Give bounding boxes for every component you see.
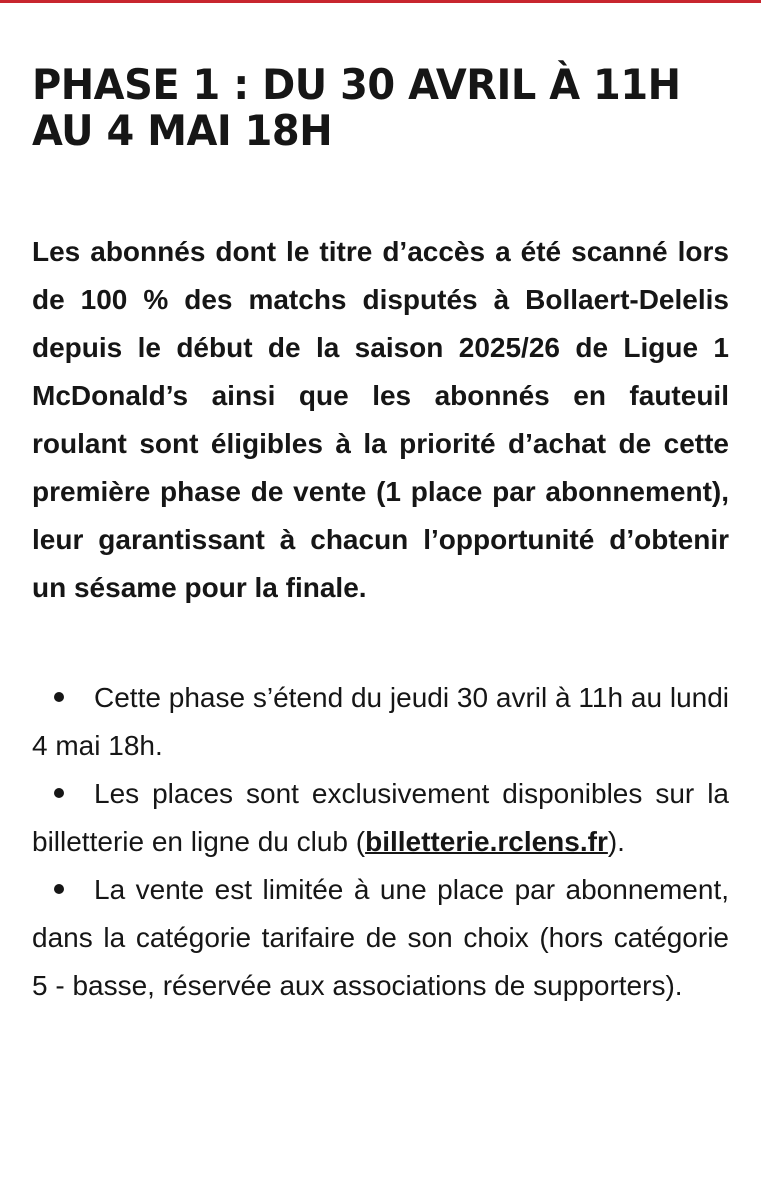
- top-accent-rule: [0, 0, 761, 3]
- list-item-text: La vente est limitée à une place par abonnement, dans la catégorie tarifaire de son choix (hors catégorie 5 - basse, réservée aux associations de supporters).: [32, 874, 729, 1001]
- list-item: [32, 770, 729, 866]
- list-item: [32, 866, 729, 1010]
- intro-paragraph: Les abonnés dont le titre d’accès a été scanné lors de 100 % des matchs disputés à Bollaert-Delelis depuis le début de la saison 2025/26 de Ligue 1 McDonald’s ainsi que les abonnés en fauteuil roulant sont éligibles à la priorité d’achat de cette première phase de vente (1 place par abonnement), leur garantissant à chacun l’opportunité d’obtenir un sésame pour la finale.: [32, 236, 729, 603]
- details-list: [32, 674, 729, 1010]
- list-item: [32, 674, 729, 770]
- bullet-icon: [54, 692, 64, 702]
- bullet-icon: [54, 788, 64, 798]
- article-section: [32, 62, 729, 1010]
- list-item-text: Cette phase s’étend du jeudi 30 avril à 11h au lundi 4 mai 18h.: [32, 682, 729, 761]
- list-item-text-end: ).: [607, 826, 625, 857]
- phase-heading: [32, 62, 694, 154]
- list-item-text: Les places sont exclusivement disponibles sur la billetterie en ligne du club (: [32, 778, 729, 857]
- ticketing-link[interactable]: billetterie.rclens.fr: [365, 826, 608, 857]
- bullet-icon: [54, 884, 64, 894]
- phase-heading-line-2: AU 4 MAI 18H: [32, 106, 333, 155]
- phase-heading-line-1: PHASE 1 : DU 30 AVRIL À 11H: [32, 60, 681, 109]
